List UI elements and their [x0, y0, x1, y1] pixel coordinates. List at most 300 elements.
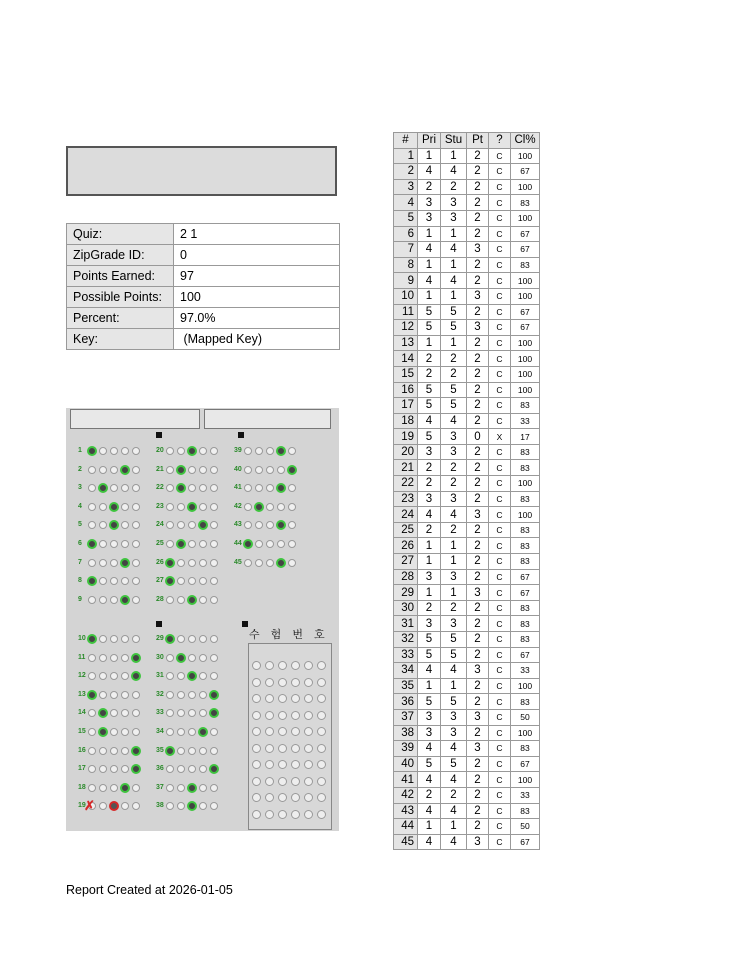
table-row	[394, 226, 540, 242]
table-cell: 5	[441, 632, 467, 648]
question-number: 2	[78, 465, 82, 473]
table-cell: 1	[441, 257, 467, 273]
info-value: 97	[174, 266, 340, 287]
table-cell: C	[489, 787, 511, 803]
answer-bubble	[132, 540, 140, 548]
table-cell: 67	[511, 585, 540, 601]
table-cell: 3	[441, 725, 467, 741]
id-digit-bubble	[317, 793, 326, 802]
answer-bubble	[288, 521, 296, 529]
table-cell: C	[489, 647, 511, 663]
table-cell: 2	[467, 335, 489, 351]
id-digit-bubble	[317, 711, 326, 720]
table-row	[394, 476, 540, 492]
question-number: 12	[78, 672, 86, 680]
scanned-answer-sheet	[66, 408, 339, 831]
table-cell: 2	[467, 647, 489, 663]
table-cell: 5	[418, 320, 441, 336]
table-row	[394, 320, 540, 336]
answer-bubble	[166, 447, 174, 455]
table-cell: C	[489, 741, 511, 757]
table-cell: 5	[441, 756, 467, 772]
table-cell: 5	[418, 632, 441, 648]
table-cell: 7	[394, 242, 418, 258]
table-cell: C	[489, 460, 511, 476]
answer-bubble	[121, 709, 129, 717]
table-cell: 1	[394, 148, 418, 164]
table-cell: 83	[511, 522, 540, 538]
table-cell: 4	[441, 273, 467, 289]
id-digit-bubble	[291, 810, 300, 819]
answer-bubble	[210, 596, 218, 604]
table-cell: C	[489, 491, 511, 507]
id-digit-bubble	[278, 760, 287, 769]
table-cell: 3	[441, 616, 467, 632]
filled-bubble	[87, 446, 97, 456]
question-number: 36	[156, 765, 164, 773]
answer-bubble	[88, 728, 96, 736]
table-cell: 2	[441, 476, 467, 492]
filled-bubble	[176, 465, 186, 475]
table-cell: 4	[418, 741, 441, 757]
id-digit-bubble	[265, 711, 274, 720]
table-cell: 16	[394, 382, 418, 398]
table-cell: 17	[511, 429, 540, 445]
table-row	[394, 210, 540, 226]
table-cell: 1	[418, 288, 441, 304]
answer-bubble	[166, 709, 174, 717]
table-cell: 2	[418, 522, 441, 538]
table-cell: 83	[511, 491, 540, 507]
info-row	[67, 245, 340, 266]
answer-bubble	[166, 691, 174, 699]
answer-bubble	[288, 503, 296, 511]
table-cell: 2	[467, 803, 489, 819]
table-cell: 2	[467, 257, 489, 273]
answer-bubble	[244, 521, 252, 529]
filled-bubble	[209, 708, 219, 718]
answer-bubble	[244, 447, 252, 455]
answer-bubble	[188, 765, 196, 773]
answer-bubble	[88, 503, 96, 511]
table-cell: 1	[418, 678, 441, 694]
question-number: 39	[234, 447, 242, 454]
table-row	[394, 444, 540, 460]
table-row	[394, 694, 540, 710]
table-cell: 2	[418, 179, 441, 195]
filled-bubble	[287, 465, 297, 475]
answer-bubble	[199, 747, 207, 755]
table-cell: C	[489, 335, 511, 351]
table-cell: 42	[394, 787, 418, 803]
answer-bubble	[121, 577, 129, 585]
answer-bubble	[277, 540, 285, 548]
filled-bubble	[187, 671, 197, 681]
table-cell: 4	[441, 164, 467, 180]
id-digit-bubble	[278, 711, 287, 720]
info-value: 97.0%	[174, 308, 340, 329]
answer-bubble	[88, 765, 96, 773]
answer-bubble	[210, 784, 218, 792]
answer-bubble	[177, 802, 185, 810]
table-cell: 2	[467, 382, 489, 398]
table-cell: 3	[418, 709, 441, 725]
info-row	[67, 266, 340, 287]
answer-bubble	[110, 728, 118, 736]
table-cell: 1	[418, 257, 441, 273]
info-label: Key:	[67, 329, 174, 350]
table-cell: 100	[511, 179, 540, 195]
table-cell: C	[489, 242, 511, 258]
answer-bubble	[88, 654, 96, 662]
table-cell: 100	[511, 273, 540, 289]
filled-bubble	[109, 502, 119, 512]
answer-bubble	[188, 521, 196, 529]
table-cell: 24	[394, 507, 418, 523]
table-cell: 1	[418, 148, 441, 164]
answer-bubble	[266, 484, 274, 492]
table-cell: 1	[441, 554, 467, 570]
table-cell: 3	[441, 210, 467, 226]
id-digit-bubble	[252, 694, 261, 703]
answer-bubble	[99, 577, 107, 585]
id-digit-bubble	[278, 793, 287, 802]
filled-bubble	[87, 634, 97, 644]
table-cell: 2	[467, 787, 489, 803]
table-cell: 100	[511, 335, 540, 351]
table-row	[394, 647, 540, 663]
question-number: 21	[156, 465, 164, 473]
filled-bubble	[198, 727, 208, 737]
answer-bubble	[110, 484, 118, 492]
table-cell: 4	[441, 741, 467, 757]
id-digit-bubble	[278, 777, 287, 786]
table-cell: 2	[441, 351, 467, 367]
table-cell: 5	[418, 647, 441, 663]
info-value: 100	[174, 287, 340, 308]
table-cell: C	[489, 756, 511, 772]
question-number: 40	[234, 465, 242, 473]
table-cell: 2	[467, 476, 489, 492]
answer-bubble	[132, 635, 140, 643]
id-digit-bubble	[304, 760, 313, 769]
question-number: 1	[78, 447, 82, 454]
filled-bubble	[276, 446, 286, 456]
table-cell: X	[489, 429, 511, 445]
table-cell: 27	[394, 554, 418, 570]
answer-bubble	[99, 635, 107, 643]
answer-bubble	[132, 577, 140, 585]
answer-bubble	[199, 802, 207, 810]
table-cell: 30	[394, 600, 418, 616]
filled-bubble	[243, 539, 253, 549]
answer-bubble	[199, 559, 207, 567]
filled-bubble	[276, 520, 286, 530]
id-digit-bubble	[317, 760, 326, 769]
sheet-header-box-right	[204, 409, 331, 429]
question-number: 22	[156, 484, 164, 492]
answer-bubble	[88, 747, 96, 755]
table-cell: 100	[511, 288, 540, 304]
student-name-box	[66, 146, 337, 196]
table-cell: C	[489, 382, 511, 398]
timing-mark	[156, 621, 162, 627]
table-cell: 83	[511, 554, 540, 570]
filled-bubble	[109, 520, 119, 530]
question-number: 32	[156, 690, 164, 698]
table-cell: 5	[441, 382, 467, 398]
table-row	[394, 600, 540, 616]
answer-bubble	[255, 484, 263, 492]
table-cell: 100	[511, 725, 540, 741]
table-cell: 67	[511, 242, 540, 258]
table-cell: 2	[467, 600, 489, 616]
answer-bubble	[210, 635, 218, 643]
table-cell: 4	[441, 772, 467, 788]
answer-bubble	[121, 728, 129, 736]
filled-bubble	[187, 595, 197, 605]
answer-bubble	[99, 521, 107, 529]
filled-bubble	[87, 539, 97, 549]
answer-bubble	[110, 559, 118, 567]
answer-bubble	[99, 765, 107, 773]
table-cell: 2	[467, 632, 489, 648]
answer-bubble	[166, 521, 174, 529]
answer-bubble	[177, 577, 185, 585]
answer-bubble	[199, 540, 207, 548]
table-cell: 3	[441, 709, 467, 725]
id-digit-bubble	[265, 727, 274, 736]
table-cell: 3	[467, 242, 489, 258]
table-row	[394, 585, 540, 601]
answer-bubble	[210, 577, 218, 585]
question-number: 11	[78, 653, 86, 661]
table-cell: C	[489, 507, 511, 523]
answer-bubble	[132, 447, 140, 455]
answer-bubble	[177, 596, 185, 604]
answer-bubble	[132, 691, 140, 699]
filled-bubble	[109, 801, 119, 811]
table-row	[394, 164, 540, 180]
answer-bubble	[199, 672, 207, 680]
table-cell: 29	[394, 585, 418, 601]
answer-bubble	[177, 447, 185, 455]
question-number: 9	[78, 595, 82, 603]
question-number: 31	[156, 672, 164, 680]
table-cell: 3	[467, 663, 489, 679]
id-digit-bubble	[265, 694, 274, 703]
answer-bubble	[166, 466, 174, 474]
answer-bubble	[110, 654, 118, 662]
table-cell: 2	[467, 351, 489, 367]
table-row	[394, 632, 540, 648]
info-row	[67, 329, 340, 350]
column-header: ?	[489, 133, 511, 149]
id-digit-bubble	[304, 661, 313, 670]
table-cell: 5	[418, 694, 441, 710]
id-digit-bubble	[317, 727, 326, 736]
table-cell: 2	[467, 413, 489, 429]
table-cell: 83	[511, 632, 540, 648]
answer-bubble	[266, 540, 274, 548]
table-cell: 2	[467, 210, 489, 226]
table-cell: 5	[418, 398, 441, 414]
filled-bubble	[120, 783, 130, 793]
id-digit-bubble	[304, 777, 313, 786]
table-row	[394, 429, 540, 445]
answer-bubble	[88, 709, 96, 717]
question-number: 35	[156, 746, 164, 754]
answer-bubble	[244, 466, 252, 474]
table-cell: 3	[418, 491, 441, 507]
answer-bubble	[188, 709, 196, 717]
table-cell: 2	[418, 476, 441, 492]
column-header: Pt	[467, 133, 489, 149]
table-cell: 2	[467, 678, 489, 694]
answer-bubble	[121, 521, 129, 529]
table-cell: 33	[511, 663, 540, 679]
table-row	[394, 522, 540, 538]
table-cell: 26	[394, 538, 418, 554]
info-row	[67, 308, 340, 329]
info-value: 2 1	[174, 224, 340, 245]
table-row	[394, 709, 540, 725]
table-row	[394, 725, 540, 741]
answer-bubble	[132, 709, 140, 717]
table-cell: 4	[418, 663, 441, 679]
id-digit-bubble	[304, 810, 313, 819]
table-cell: C	[489, 663, 511, 679]
table-row	[394, 803, 540, 819]
table-cell: 83	[511, 398, 540, 414]
answer-bubble	[121, 503, 129, 511]
question-number: 43	[234, 521, 242, 529]
table-cell: 5	[441, 694, 467, 710]
answer-bubble	[166, 728, 174, 736]
table-row	[394, 273, 540, 289]
table-cell: 3	[441, 444, 467, 460]
table-cell: C	[489, 413, 511, 429]
info-label: ZipGrade ID:	[67, 245, 174, 266]
id-digit-bubble	[265, 661, 274, 670]
table-cell: 2	[394, 164, 418, 180]
info-label: Possible Points:	[67, 287, 174, 308]
answer-bubble	[99, 747, 107, 755]
table-cell: 3	[441, 491, 467, 507]
table-cell: 1	[418, 226, 441, 242]
table-cell: 83	[511, 803, 540, 819]
answer-bubble	[288, 559, 296, 567]
answer-bubble	[244, 559, 252, 567]
id-digit-bubble	[278, 744, 287, 753]
table-cell: C	[489, 554, 511, 570]
table-cell: 50	[511, 709, 540, 725]
answer-bubble	[199, 765, 207, 773]
filled-bubble	[276, 483, 286, 493]
table-cell: 67	[511, 647, 540, 663]
question-number: 42	[234, 502, 242, 510]
table-cell: C	[489, 304, 511, 320]
table-row	[394, 756, 540, 772]
table-cell: 36	[394, 694, 418, 710]
answer-bubble	[277, 466, 285, 474]
table-cell: 1	[441, 335, 467, 351]
table-cell: 83	[511, 741, 540, 757]
answer-bubble	[210, 466, 218, 474]
answer-bubble	[166, 654, 174, 662]
table-cell: 1	[418, 554, 441, 570]
answer-bubble	[188, 747, 196, 755]
table-cell: 5	[418, 304, 441, 320]
filled-bubble	[276, 558, 286, 568]
answer-bubble	[210, 521, 218, 529]
id-digit-bubble	[291, 744, 300, 753]
answer-bubble	[210, 802, 218, 810]
answer-bubble	[121, 802, 129, 810]
table-cell: C	[489, 210, 511, 226]
answer-bubble	[132, 521, 140, 529]
question-number: 41	[234, 484, 242, 492]
table-row	[394, 538, 540, 554]
answer-bubble	[177, 709, 185, 717]
table-cell: C	[489, 600, 511, 616]
table-cell: 3	[467, 709, 489, 725]
answer-bubble	[199, 635, 207, 643]
table-cell: 83	[511, 444, 540, 460]
table-cell: 2	[467, 772, 489, 788]
table-row	[394, 179, 540, 195]
table-cell: 4	[441, 507, 467, 523]
answer-bubble	[199, 503, 207, 511]
id-digit-bubble	[291, 760, 300, 769]
table-cell: 4	[394, 195, 418, 211]
question-number: 18	[78, 783, 86, 791]
id-digit-bubble	[291, 661, 300, 670]
table-cell: 33	[394, 647, 418, 663]
table-cell: 100	[511, 476, 540, 492]
answer-bubble	[244, 503, 252, 511]
id-digit-bubble	[291, 711, 300, 720]
id-digit-bubble	[291, 694, 300, 703]
filled-bubble	[131, 671, 141, 681]
table-cell: 2	[467, 366, 489, 382]
filled-bubble	[209, 690, 219, 700]
table-cell: 19	[394, 429, 418, 445]
table-cell: C	[489, 538, 511, 554]
table-cell: 2	[418, 460, 441, 476]
answer-bubble	[188, 654, 196, 662]
answer-bubble	[244, 484, 252, 492]
table-cell: 3	[418, 569, 441, 585]
answer-bubble	[255, 559, 263, 567]
table-cell: 6	[394, 226, 418, 242]
table-cell: C	[489, 709, 511, 725]
table-cell: 2	[467, 304, 489, 320]
filled-bubble	[176, 483, 186, 493]
info-row	[67, 287, 340, 308]
answer-bubble	[121, 540, 129, 548]
answer-bubble	[188, 577, 196, 585]
id-digit-bubble	[304, 711, 313, 720]
answer-bubble	[266, 466, 274, 474]
answer-bubble	[266, 447, 274, 455]
answer-bubble	[88, 672, 96, 680]
table-cell: 3	[418, 616, 441, 632]
table-cell: 31	[394, 616, 418, 632]
table-cell: 15	[394, 366, 418, 382]
answer-bubble	[199, 654, 207, 662]
table-cell: C	[489, 803, 511, 819]
